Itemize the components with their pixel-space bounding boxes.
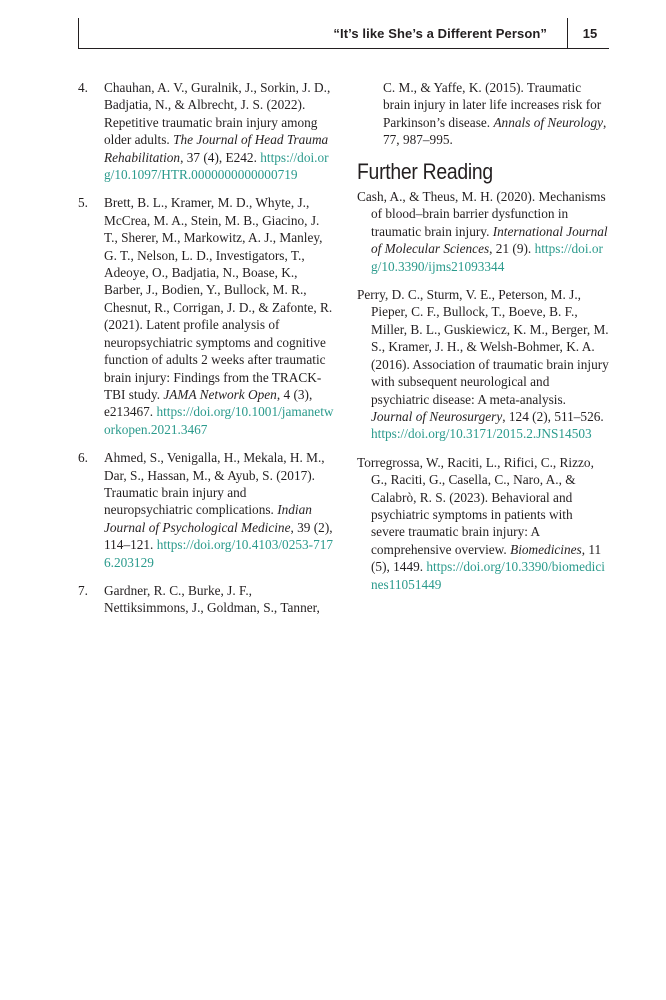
- reference-continuation: [357, 79, 609, 149]
- reference-details: , 21 (9).: [489, 241, 535, 257]
- reference-details: , 39 (2), 114–121.: [104, 519, 333, 553]
- reference-item: [78, 79, 334, 183]
- reference-details: , 77, 987–995.: [383, 114, 607, 148]
- reference-text: Torregrossa, W., Raciti, L., Rifici, C., Rizzo, G., Raciti, G., Casella, C., Naro, A., & Calabrò, R. S. (2023). Behavioral and psychiatric symptoms in patients with severe traumatic brain injury: A comprehensive overview.: [357, 454, 594, 557]
- journal-title: Indian Journal of Psychological Medicine: [104, 502, 312, 535]
- further-reading-item: [357, 454, 609, 593]
- doi-link[interactable]: https://doi.org/10.3390/ijms21093344: [371, 241, 603, 274]
- running-head: [78, 18, 609, 49]
- running-title: “It’s like She’s a Different Person”: [333, 26, 547, 41]
- reference-details: , 4 (3), e213467.: [104, 386, 313, 420]
- reference-number: 7.: [78, 582, 88, 598]
- doi-link[interactable]: https://doi.org/10.1097/HTR.0000000000000719: [104, 149, 329, 183]
- reference-item: [78, 449, 334, 571]
- further-reading-item: [357, 286, 609, 443]
- reference-text: Perry, D. C., Sturm, V. E., Peterson, M. J., Pieper, C. F., Bullock, T., Boeve, B. F., Miller, B. L., Guskiewicz, K. M., Berger, M. S., Kramer, J. H., & Welsh-Bohmer, K. A. (2016). Association of traumatic brain injury with subsequent neurological and psychiatric disease: A meta-analysis.: [357, 287, 609, 407]
- reference-details: , 11 (5), 1449.: [371, 541, 602, 575]
- reference-item: [78, 194, 334, 438]
- reference-details: , 37 (4), E242.: [180, 149, 261, 165]
- reference-text: C. M., & Yaffe, K. (2015). Traumatic brain injury in later life increases risk for Parkinson’s disease.: [383, 80, 602, 130]
- header-divider: [567, 18, 568, 48]
- journal-title: International Journal of Molecular Sciences: [371, 223, 608, 257]
- doi-link[interactable]: https://doi.org/10.1001/jamanetworkopen.2021.3467: [104, 404, 334, 437]
- reference-item: [78, 582, 334, 617]
- reference-number: 5.: [78, 195, 88, 211]
- right-column: [357, 79, 609, 604]
- reference-text: Gardner, R. C., Burke, J. F., Nettiksimmons, J., Goldman, S., Tanner,: [104, 582, 320, 616]
- doi-link[interactable]: https://doi.org/10.4103/0253-7176.203129: [104, 537, 334, 570]
- section-heading-further-reading: Further Reading: [357, 158, 493, 184]
- further-reading-item: [357, 188, 609, 275]
- reference-text: Brett, B. L., Kramer, M. D., Whyte, J., McCrea, M. A., Stein, M. B., Giacino, J. T., Sherer, M., Markowitz, A. J., Manley, G. T., Nelson, L. D., Investigators, T., Adeoye, O., Badjatia, N., Boase, K., Barber, J., Bodien, Y., Bullock, M. R., Chesnut, R., Corrigan, J. D., & Zafonte, R. (2021). Latent profile analysis of neuropsychiatric symptoms and cognitive function of adults 2 weeks after traumatic brain injury: Findings from the TRACK-TBI study.: [104, 195, 333, 402]
- reference-number: 4.: [78, 80, 88, 95]
- reference-text: Chauhan, A. V., Guralnik, J., Sorkin, J. D., Badjatia, N., & Albrecht, J. S. (2022). Repetitive traumatic brain injury among older adults.: [104, 80, 331, 148]
- journal-title: Journal of Neurosurgery: [371, 408, 503, 424]
- reference-details: , 124 (2), 511–526.: [502, 408, 604, 424]
- journal-title: Biomedicines: [510, 541, 582, 557]
- journal-title: Annals of Neurology: [493, 114, 604, 130]
- journal-title: The Journal of Head Trauma Rehabilitation: [104, 132, 329, 165]
- reference-text: Ahmed, S., Venigalla, H., Mekala, H. M., Dar, S., Hassan, M., & Ayub, S. (2017). Traumatic brain injury and neuropsychiatric complications.: [104, 450, 325, 518]
- doi-link[interactable]: https://doi.org/10.3390/biomedicines11051449: [371, 559, 605, 592]
- journal-title: JAMA Network Open: [163, 386, 277, 402]
- page-number: 15: [582, 26, 598, 41]
- doi-link[interactable]: https://doi.org/10.3171/2015.2.JNS14503: [371, 426, 592, 442]
- left-column: [78, 79, 334, 628]
- reference-number: 6.: [78, 450, 88, 466]
- reference-text: Cash, A., & Theus, M. H. (2020). Mechanisms of blood–brain barrier dysfunction in traumatic brain injury.: [357, 189, 606, 239]
